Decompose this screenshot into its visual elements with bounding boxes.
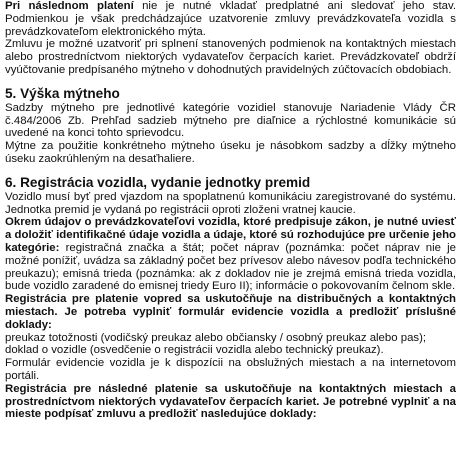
section-6-paragraph-6: Formulár evidencie vozidla je k dispozícii na obslužných miestach a na internetovom portáli. xyxy=(5,357,456,382)
section-6-paragraph-3 xyxy=(5,293,456,331)
section-6-paragraph-3-bold: Registrácia pre platenie vopred sa uskutočňuje na distribučných a kontaktných miestach. Je potreba vyplniť formulár evidencie vozidla a predložiť príslušné doklady: xyxy=(5,293,456,331)
section-6-paragraph-1: Vozidlo musí byť pred vjazdom na spoplatnenú komunikáciu zaregistrované do systému. Jednotka premid je vydaná po registrácii oproti zloženi vratnej kaucie. xyxy=(5,190,456,216)
intro-bold-lead: Pri následnom platení xyxy=(5,0,134,12)
section-6-heading: 6. Registrácia vozidla, vydanie jednotky premid xyxy=(5,174,311,190)
section-6-paragraph-2-bold: Okrem údajov o prevádzkovateľovi vozidla, ktoré predpisuje zákon, je nutné uviesť a doložiť identifikačné údaje vozidla a údaje, ktoré sú rozhodujúce pre určenie jeho kategórie: xyxy=(5,216,456,254)
spacer xyxy=(5,77,456,86)
intro-paragraph-1 xyxy=(5,0,456,38)
intro-paragraph-2: Zmluvu je možné uzatvoriť pri splnení stanovených podmienok na kontaktných miestach alebo prostredníctvom niektorých vydavateľov čerpacích kariet. Prevádzkovateľ obdrží vyúčtovanie predpísaného mýtneho v dohodnutých pravidelných zúčtovacích obdobiach. xyxy=(5,38,456,76)
section-5-paragraph-2: Mýtne za použitie konkrétneho mýtneho úseku je násobkom sadzby a dĺžky mýtneho úseku zaokrúhleným na desaťhaliere. xyxy=(5,140,456,165)
section-6-paragraph-2-text: registračná značka a štát; počet náprav (poznámka: počet náprav nie je možné ponížiť, uvádza sa základný počet bez prívesov alebo návesov podľa technického preukazu); emisná trieda (poznámka: ak z dokladov nie je zrejmá emisná trieda vozidla, bude vozidlo zaradené do emisnej triedy Euro II); informácie o pokovovaním čelnom skle. xyxy=(5,241,456,293)
section-5-paragraph-1: Sadzby mýtneho pre jednotlivé kategórie vozidiel stanovuje Nariadenie Vlády ČR č.484/2006 Zb. Prehľad sadzieb mýtneho pre diaľnice a rýchlostné komunikácie sú uvedené na konci tohto sprievodcu. xyxy=(5,101,456,140)
spacer xyxy=(5,166,456,175)
section-5-heading: 5. Výška mýtneho xyxy=(5,85,120,101)
section-6-paragraph-2 xyxy=(5,216,456,293)
section-6-paragraph-7 xyxy=(5,383,456,421)
section-6-paragraph-5: doklad o vozidle (osvedčenie o registrácii vozidla alebo technický preukaz). xyxy=(5,344,384,357)
document-content xyxy=(5,0,456,421)
intro-paragraph-1-text: nie je nutné vkladať predplatné ani sledovať jeho stav. Podmienkou je však predchádzajúce uzatvorenie zmluvy prevádzkovateľa vozidla s prevádzkovateľom elektronického mýta. xyxy=(5,0,456,38)
section-6-paragraph-7-bold: Registrácia pre následné platenie sa uskutočňuje na kontaktných miestach a prostredníctvom niektorých vydavateľov čerpacích kariet. Je potrebné vyplniť a na mieste podpísať zmluvu a predložiť nasledujúce doklady: xyxy=(5,382,456,421)
section-6-paragraph-4: preukaz totožnosti (vodičský preukaz alebo občiansky / osobný preukaz alebo pas); xyxy=(5,331,427,344)
